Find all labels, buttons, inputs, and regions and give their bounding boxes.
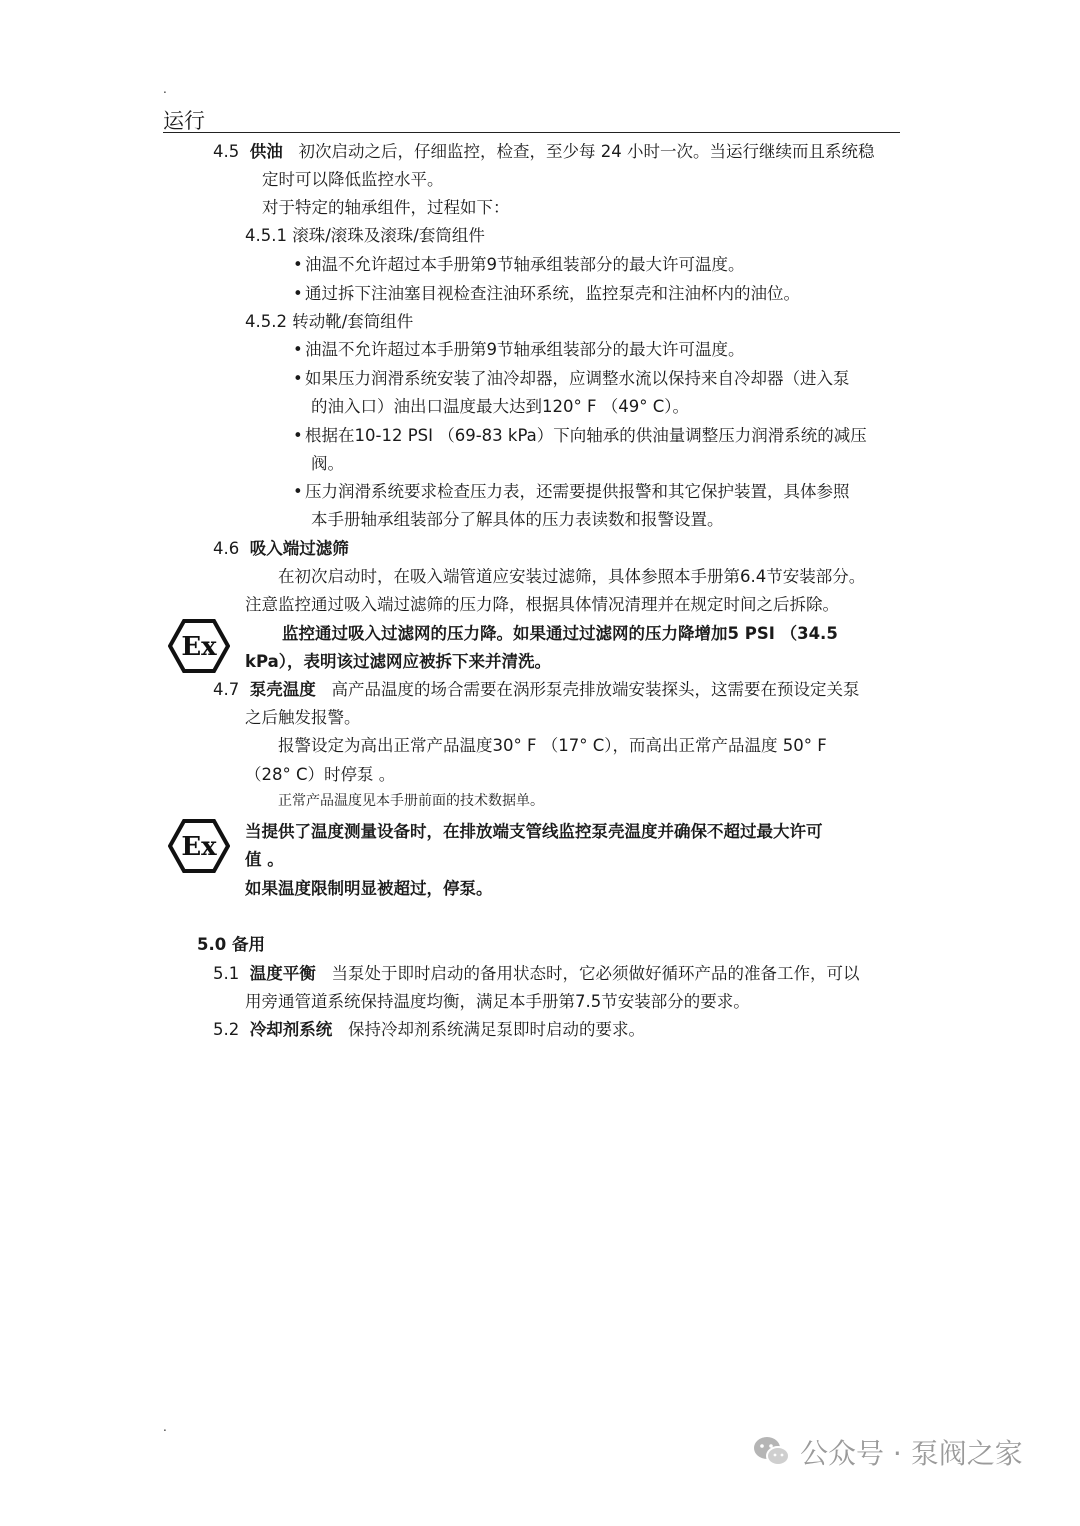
section-4-7-line1 — [213, 676, 860, 700]
section-heading: 供油 — [249, 142, 283, 161]
bullet-continuation: 阀。 — [311, 454, 344, 473]
bullet-continuation: 的油入口）油出口温度最大达到120° F （49° C）。 — [311, 397, 689, 416]
section-4-5-line1 — [213, 138, 875, 162]
paragraph-text: 当泵处于即时启动的备用状态时，它必须做好循环产品的准备工作，可以 — [331, 964, 860, 983]
bullet-item: • 如果压力润滑系统安装了油冷却器，应调整水流以保持来自冷却器（进入泵 — [293, 365, 850, 389]
ex-hazard-icon — [168, 618, 230, 674]
section-4-7-note: 正常产品温度见本手册前面的技术数据单。 — [278, 793, 544, 809]
bullet-item: • 油温不允许超过本手册第9节轴承组装部分的最大许可温度。 — [293, 336, 745, 360]
header-divider — [163, 132, 900, 133]
section-number: 4.6 — [213, 539, 240, 558]
page-dot-top: . — [163, 82, 167, 96]
section-4-7-line4: （28° C）时停泵 。 — [245, 765, 396, 784]
section-5-1-line2: 用旁通管道系统保持温度均衡，满足本手册第7.5节安装部分的要求。 — [245, 992, 750, 1011]
section-5-2-line1 — [213, 1016, 645, 1040]
watermark-text: 公众号 · 泵阀之家 — [800, 1437, 1023, 1470]
paragraph-text: 保持冷却剂系统满足泵即时启动的要求。 — [348, 1020, 645, 1039]
wechat-icon — [752, 1435, 792, 1469]
subsection-4-5-2-title: 4.5.2 转动靴/套筒组件 — [245, 312, 414, 331]
svg-text:Ex: Ex — [181, 832, 217, 862]
section-number: 4.7 — [213, 680, 240, 699]
section-5-1-line1 — [213, 960, 860, 984]
svg-text:Ex: Ex — [181, 632, 217, 662]
section-4-6-title — [213, 535, 349, 559]
section-heading: 冷却剂系统 — [249, 1020, 333, 1039]
warning-text: 当提供了温度测量设备时，在排放端支管线监控泵壳温度并确保不超过最大许可 — [245, 822, 823, 841]
section-4-6-line1: 在初次启动时，在吸入端管道应安装过滤筛，具体参照本手册第6.4节安装部分。 — [278, 567, 866, 586]
paragraph-text: 初次启动之后，仔细监控，检查，至少每 24 小时一次。当运行继续而且系统稳 — [298, 142, 875, 161]
section-4-5-line2: 定时可以降低监控水平。 — [262, 170, 444, 189]
section-heading: 吸入端过滤筛 — [249, 539, 349, 558]
section-4-7-line2: 之后触发报警。 — [245, 708, 361, 727]
bullet-continuation: 本手册轴承组装部分了解具体的压力表读数和报警设置。 — [311, 510, 724, 529]
section-number: 4.5 — [213, 142, 240, 161]
section-4-6-line2: 注意监控通过吸入端过滤筛的压力降，根据具体情况清理并在规定时间之后拆除。 — [245, 595, 839, 614]
warning-text: 如果温度限制明显被超过，停泵。 — [245, 879, 493, 898]
bullet-item: • 根据在10-12 PSI （69-83 kPa）下向轴承的供油量调整压力润滑系统的减压 — [293, 422, 867, 446]
bullet-item: • 通过拆下注油塞目视检查注油环系统，监控泵壳和注油杯内的油位。 — [293, 280, 800, 304]
section-heading: 温度平衡 — [249, 964, 316, 983]
section-number: 5.1 — [213, 964, 240, 983]
warning-text: 值 。 — [245, 850, 284, 869]
section-heading: 泵壳温度 — [249, 680, 316, 699]
bullet-item: • 油温不允许超过本手册第9节轴承组装部分的最大许可温度。 — [293, 251, 745, 275]
section-5-0-title: 5.0 备用 — [197, 935, 265, 954]
bullet-item: • 压力润滑系统要求检查压力表，还需要提供报警和其它保护装置，具体参照 — [293, 478, 850, 502]
paragraph-text: 高产品温度的场合需要在涡形泵壳排放端安装探头，这需要在预设定关泵 — [331, 680, 860, 699]
ex-hazard-icon — [168, 818, 230, 874]
section-4-5-line3: 对于特定的轴承组件，过程如下： — [262, 198, 510, 217]
warning-text: kPa），表明该过滤网应被拆下来并清洗。 — [245, 652, 552, 671]
section-4-7-line3: 报警设定为高出正常产品温度30° F （17° C），而高出正常产品温度 50° F — [278, 736, 827, 755]
page-dot-bottom: . — [163, 1420, 167, 1434]
page-title: 运行 — [163, 109, 205, 133]
subsection-4-5-1-title: 4.5.1 滚珠/滚珠及滚珠/套筒组件 — [245, 226, 485, 245]
section-number: 5.2 — [213, 1020, 240, 1039]
warning-text: 监控通过吸入过滤网的压力降。如果通过过滤网的压力降增加5 PSI （34.5 — [282, 624, 838, 643]
